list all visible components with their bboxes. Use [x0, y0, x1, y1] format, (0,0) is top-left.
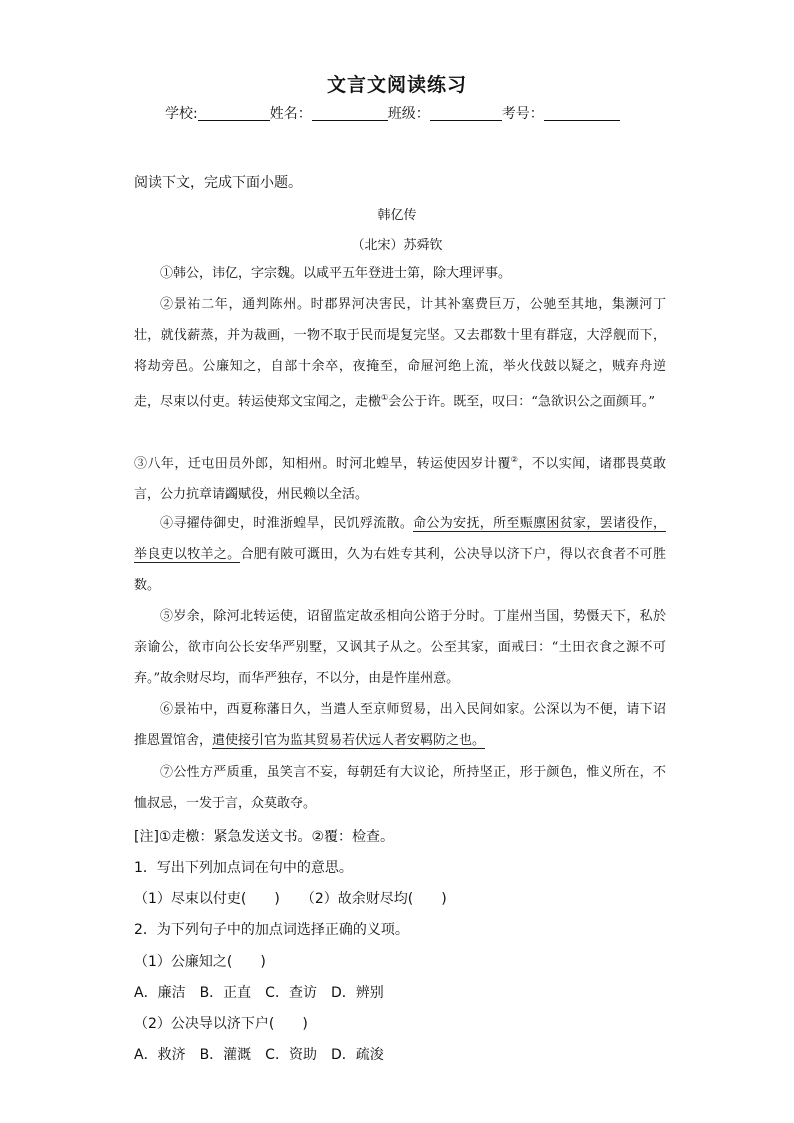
- paragraph-6-text: ⑥景祐中，西夏称藩日久，当遣人至京师贸易，出入民间如家。公深以为不便，请下诏推恩置馆舍，: [134, 702, 666, 748]
- question-2-stem: 2．为下列句子中的加点词选择正确的义项。: [134, 922, 409, 938]
- paragraph-1: ①韩公，讳亿，字宗魏。以咸平五年登进士第，除大理评事。: [160, 266, 512, 281]
- name-label: 姓名：: [269, 106, 312, 122]
- exam-number-blank[interactable]: [544, 106, 620, 121]
- student-info-line: [165, 103, 665, 123]
- exam-number-label: 考号：: [501, 106, 544, 122]
- paragraph-4: [134, 508, 666, 601]
- passage-title: 韩亿传: [377, 208, 417, 223]
- passage-author: （北宋）苏舜钦: [351, 238, 443, 253]
- reading-instruction: 阅读下文，完成下面小题。: [134, 175, 302, 191]
- paragraph-2-text: ②景祐二年，通判陈州。时郡界河决害民，计其补塞费巨万，公驰至其地，集濒河丁壮，就伐薪蒸，并为裁画，一物不取于民而堤复完坚。又去郡数十里有群寇，大浮舰而下，将劫旁邑。公廉知之，自部十余卒，夜掩至，命屉河绝上流，举火伐鼓以疑之，贼弃舟逆走，尽束以付吏。转运使郑文宝闻之，走檄: [134, 297, 666, 410]
- school-blank[interactable]: [198, 106, 270, 121]
- class-blank[interactable]: [430, 106, 502, 121]
- question-1-stem: 1．写出下列加点词在句中的意思。: [134, 860, 353, 876]
- name-blank[interactable]: [312, 106, 388, 121]
- paragraph-7: ⑦公性方严质重，虽笑言不妄，每朝廷有大议论，所持坚正，形于颜色，惟义所在，不恤叔忌，一发于言，众莫敢夺。: [134, 765, 666, 811]
- note-marker-1: ①: [381, 393, 389, 402]
- document-title: 文言文阅读练习: [326, 74, 467, 96]
- class-label: 班级：: [387, 106, 430, 122]
- paragraph-2-end: 会公于许。既至，叹曰：“急欲识公之面颜耳。”: [388, 394, 655, 410]
- underlined-sentence-1: 命公为安抚，所至赈廪困贫家，罢诸役作，举良吏以牧羊之。: [134, 516, 666, 562]
- question-2-1: （1）公廉知之( ): [134, 954, 266, 970]
- annotation-notes: [注]①走檄：紧急发送文书。②覆：检查。: [134, 829, 395, 845]
- note-marker-2: ②: [510, 455, 519, 464]
- paragraph-6: [134, 694, 666, 756]
- paragraph-5: ⑤岁余，除河北转运使，诏留监定故丞相向公谘于分时。丁崖州当国，势慑天下，私於亲谕公，欲市向公长安华严别墅，又讽其子从之。公至其家，面戒曰：“土田衣食之源不可弃。”故余财尽均，而华严独存，不以分，由是忤崖州意。: [134, 609, 666, 686]
- paragraph-3: [134, 444, 666, 510]
- paragraph-3-text-b: ，不以实闻，诸郡畏莫敢言，公力抗章请蠲赋役，州民赖以全活。: [134, 456, 666, 503]
- paragraph-4-text-a: ④寻擢侍御史，时淮浙蝗旱，民饥殍流散。: [160, 516, 414, 531]
- paragraph-2: [134, 289, 666, 417]
- question-2-2: （2）公决导以济下户( ): [134, 1016, 308, 1032]
- question-2-1-options: A．廉洁 B．正直 C．查访 D．辨别: [134, 985, 384, 1001]
- question-2-2-options: A．救济 B．灌溉 C．资助 D．疏浚: [134, 1047, 384, 1063]
- school-label: 学校:: [165, 106, 198, 122]
- question-1-items: （1）尽束以付吏( ) （2）故余财尽均( ): [134, 891, 447, 907]
- underlined-sentence-2: 遣使接引官为监其贸易若伏远人者安羁防之也。: [212, 733, 486, 748]
- paragraph-4-text-b: 合肥有陂可溉田，久为右姓专其利，公决导以济下户，得以衣食者不可胜数。: [134, 547, 666, 593]
- paragraph-3-text-a: ③八年，迁屯田员外郎，知相州。时河北蝗旱，转运使因岁计覆: [134, 456, 511, 472]
